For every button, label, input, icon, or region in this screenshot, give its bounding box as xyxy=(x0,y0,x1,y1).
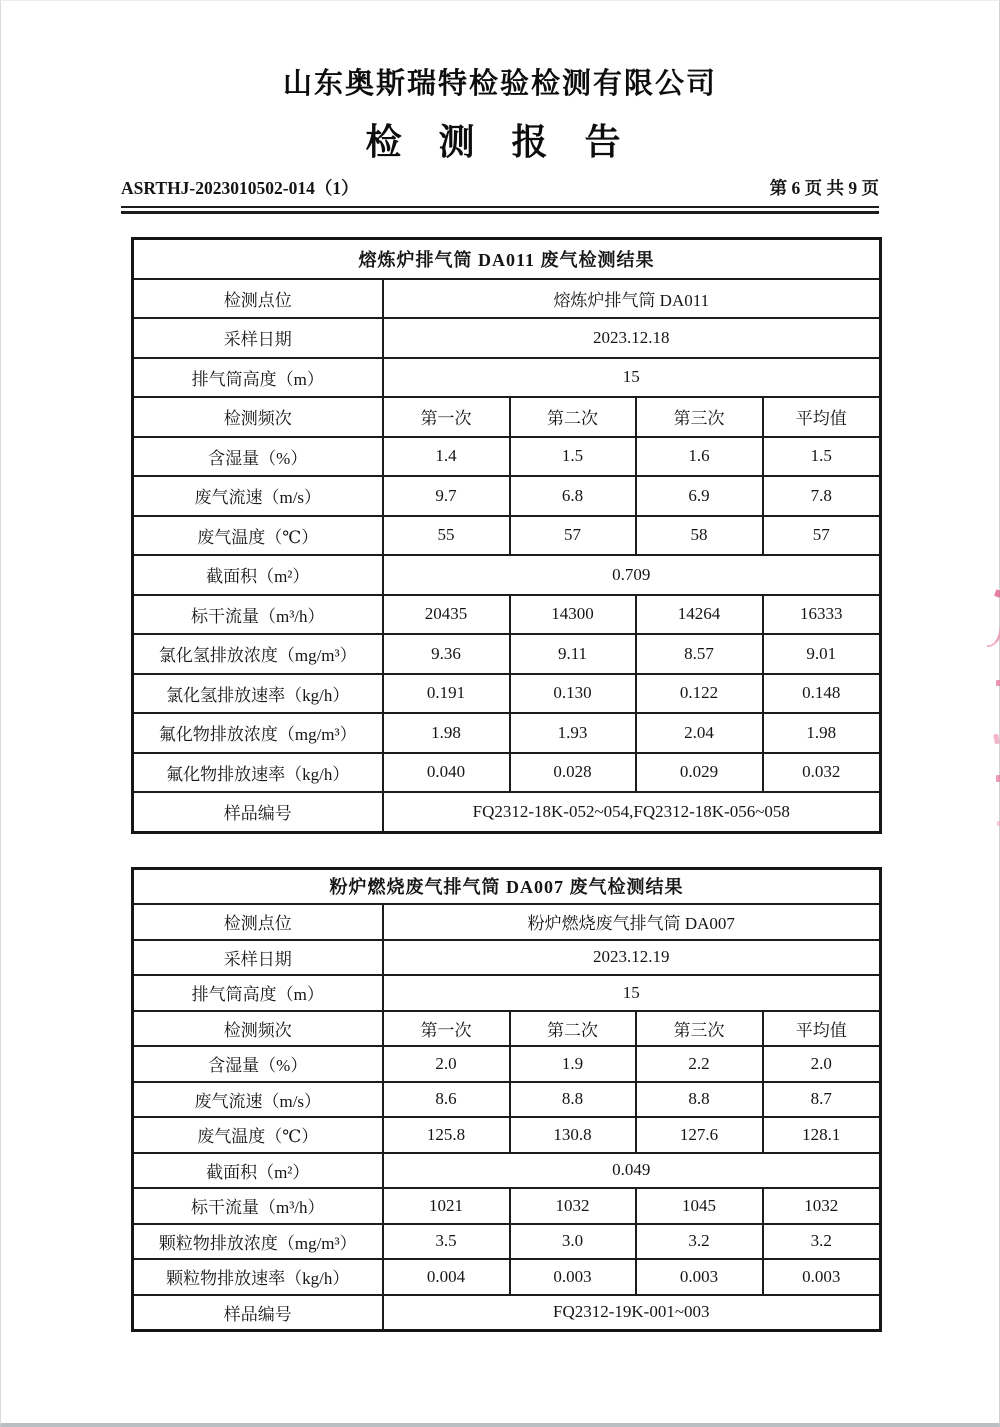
report-meta-row xyxy=(121,175,879,200)
table-row xyxy=(133,1188,881,1224)
value-cell: 1.98 xyxy=(763,713,881,753)
row-label-cell: 废气流速（m/s） xyxy=(133,1082,383,1118)
table-da007 xyxy=(131,867,882,1333)
sample-id-value: FQ2312-19K-001~003 xyxy=(383,1295,881,1331)
table-header-row xyxy=(133,397,881,437)
table-row xyxy=(133,1046,881,1082)
value-cell: 14264 xyxy=(636,595,763,635)
value-cell: 0.003 xyxy=(636,1259,763,1295)
table-row xyxy=(133,595,881,635)
value-cell: 1.5 xyxy=(763,437,881,477)
row-label-cell: 含湿量（%） xyxy=(133,1046,383,1082)
header-divider xyxy=(121,206,879,214)
row-label-cell: 标干流量（m³/h） xyxy=(133,595,383,635)
value-cell: 0.040 xyxy=(383,753,510,793)
table-row xyxy=(133,516,881,556)
value-cell: 7.8 xyxy=(763,476,881,516)
column-header-cell: 第二次 xyxy=(510,397,636,437)
row-label-cell: 氟化物排放速率（kg/h） xyxy=(133,753,383,793)
table-row xyxy=(133,437,881,477)
value-cell: 20435 xyxy=(383,595,510,635)
value-cell: 2.04 xyxy=(636,713,763,753)
row-label-cell: 采样日期 xyxy=(133,940,383,976)
value-cell: 2.0 xyxy=(763,1046,881,1082)
table-row xyxy=(133,634,881,674)
value-cell: 0.148 xyxy=(763,674,881,714)
value-cell: 0.049 xyxy=(383,1153,881,1189)
table-row xyxy=(133,476,881,516)
value-cell: 1032 xyxy=(510,1188,636,1224)
value-cell: 6.8 xyxy=(510,476,636,516)
row-label-cell: 含湿量（%） xyxy=(133,437,383,477)
value-cell: 130.8 xyxy=(510,1117,636,1153)
row-label-cell: 氯化氢排放浓度（mg/m³） xyxy=(133,634,383,674)
value-cell: 8.7 xyxy=(763,1082,881,1118)
value-cell: 8.8 xyxy=(636,1082,763,1118)
value-cell: 0.709 xyxy=(383,555,881,595)
value-cell: 0.003 xyxy=(510,1259,636,1295)
table-row xyxy=(133,904,881,940)
table-row xyxy=(133,358,881,398)
column-header-cell: 第三次 xyxy=(636,1011,763,1047)
row-label-cell: 样品编号 xyxy=(133,1295,383,1331)
table-title: 粉炉燃烧废气排气筒 DA007 废气检测结果 xyxy=(133,868,881,904)
row-label-cell: 截面积（m²） xyxy=(133,555,383,595)
row-label-cell: 排气筒高度（m） xyxy=(133,358,383,398)
row-label-cell: 检测点位 xyxy=(133,279,383,319)
value-cell: 0.028 xyxy=(510,753,636,793)
company-name: 山东奥斯瑞特检验检测有限公司 xyxy=(282,68,717,100)
table-row xyxy=(133,753,881,793)
row-label-cell: 废气温度（℃） xyxy=(133,516,383,556)
value-cell: 1.93 xyxy=(510,713,636,753)
value-cell: 9.7 xyxy=(383,476,510,516)
table-row xyxy=(133,1082,881,1118)
value-cell: 1045 xyxy=(636,1188,763,1224)
value-cell: 1.4 xyxy=(383,437,510,477)
row-label-cell: 氟化物排放浓度（mg/m³） xyxy=(133,713,383,753)
report-header xyxy=(1,1,999,214)
value-cell: 1021 xyxy=(383,1188,510,1224)
value-cell: 2.0 xyxy=(383,1046,510,1082)
value-cell: 熔炼炉排气筒 DA011 xyxy=(383,279,881,319)
column-header-cell: 平均值 xyxy=(763,397,881,437)
value-cell: 57 xyxy=(510,516,636,556)
value-cell: 0.032 xyxy=(763,753,881,793)
row-label-cell: 废气温度（℃） xyxy=(133,1117,383,1153)
sample-id-row xyxy=(133,792,881,832)
stamp-edge-mark xyxy=(987,621,1000,647)
table-row xyxy=(133,940,881,976)
value-cell: 0.191 xyxy=(383,674,510,714)
column-header-cell: 第三次 xyxy=(636,397,763,437)
table-row xyxy=(133,975,881,1011)
table-row xyxy=(133,318,881,358)
page-indicator: 第 6 页 共 9 页 xyxy=(769,178,879,198)
row-label-cell: 检测频次 xyxy=(133,1011,383,1047)
stamp-edge-mark xyxy=(994,589,1000,598)
value-cell: 2.2 xyxy=(636,1046,763,1082)
value-cell: 1.98 xyxy=(383,713,510,753)
value-cell: 55 xyxy=(383,516,510,556)
value-cell: 15 xyxy=(383,975,881,1011)
value-cell: 14300 xyxy=(510,595,636,635)
value-cell: 3.2 xyxy=(763,1224,881,1260)
value-cell: 3.2 xyxy=(636,1224,763,1260)
value-cell: 57 xyxy=(763,516,881,556)
value-cell: 0.122 xyxy=(636,674,763,714)
report-title: 检 测 报 告 xyxy=(365,122,635,162)
sample-id-row xyxy=(133,1295,881,1331)
value-cell: 15 xyxy=(383,358,881,398)
table-header-row xyxy=(133,1011,881,1047)
value-cell: 3.5 xyxy=(383,1224,510,1260)
table-row xyxy=(133,1153,881,1189)
value-cell: 9.11 xyxy=(510,634,636,674)
table-title-row xyxy=(133,239,881,279)
value-cell: 1.5 xyxy=(510,437,636,477)
value-cell: 16333 xyxy=(763,595,881,635)
column-header-cell: 第二次 xyxy=(510,1011,636,1047)
column-header-cell: 第一次 xyxy=(383,397,510,437)
row-label-cell: 截面积（m²） xyxy=(133,1153,383,1189)
table-row xyxy=(133,674,881,714)
value-cell: 127.6 xyxy=(636,1117,763,1153)
table-title: 熔炼炉排气筒 DA011 废气检测结果 xyxy=(133,239,881,279)
value-cell: 8.6 xyxy=(383,1082,510,1118)
table-row xyxy=(133,279,881,319)
row-label-cell: 氯化氢排放速率（kg/h） xyxy=(133,674,383,714)
value-cell: 9.01 xyxy=(763,634,881,674)
row-label-cell: 样品编号 xyxy=(133,792,383,832)
value-cell: 2023.12.18 xyxy=(383,318,881,358)
table-row xyxy=(133,1259,881,1295)
value-cell: 128.1 xyxy=(763,1117,881,1153)
row-label-cell: 检测频次 xyxy=(133,397,383,437)
column-header-cell: 第一次 xyxy=(383,1011,510,1047)
value-cell: 1.9 xyxy=(510,1046,636,1082)
column-header-cell: 平均值 xyxy=(763,1011,881,1047)
value-cell: 1.6 xyxy=(636,437,763,477)
value-cell: 2023.12.19 xyxy=(383,940,881,976)
value-cell: 粉炉燃烧废气排气筒 DA007 xyxy=(383,904,881,940)
value-cell: 8.57 xyxy=(636,634,763,674)
value-cell: 9.36 xyxy=(383,634,510,674)
table-row xyxy=(133,555,881,595)
table-da011 xyxy=(131,237,882,834)
row-label-cell: 废气流速（m/s） xyxy=(133,476,383,516)
value-cell: 125.8 xyxy=(383,1117,510,1153)
value-cell: 3.0 xyxy=(510,1224,636,1260)
value-cell: 0.003 xyxy=(763,1259,881,1295)
report-number: ASRTHJ-2023010502-014（1） xyxy=(121,178,359,198)
value-cell: 6.9 xyxy=(636,476,763,516)
row-label-cell: 采样日期 xyxy=(133,318,383,358)
stamp-edge-mark xyxy=(996,775,1000,782)
table-row xyxy=(133,713,881,753)
value-cell: 1032 xyxy=(763,1188,881,1224)
row-label-cell: 标干流量（m³/h） xyxy=(133,1188,383,1224)
value-cell: 58 xyxy=(636,516,763,556)
sample-id-value: FQ2312-18K-052~054,FQ2312-18K-056~058 xyxy=(383,792,881,832)
stamp-edge-mark xyxy=(993,734,1000,745)
value-cell: 0.029 xyxy=(636,753,763,793)
row-label-cell: 颗粒物排放速率（kg/h） xyxy=(133,1259,383,1295)
value-cell: 0.004 xyxy=(383,1259,510,1295)
table-row xyxy=(133,1117,881,1153)
value-cell: 0.130 xyxy=(510,674,636,714)
table-title-row xyxy=(133,868,881,904)
stamp-edge-mark xyxy=(996,680,1000,686)
row-label-cell: 检测点位 xyxy=(133,904,383,940)
table-row xyxy=(133,1224,881,1260)
row-label-cell: 颗粒物排放浓度（mg/m³） xyxy=(133,1224,383,1260)
row-label-cell: 排气筒高度（m） xyxy=(133,975,383,1011)
value-cell: 8.8 xyxy=(510,1082,636,1118)
